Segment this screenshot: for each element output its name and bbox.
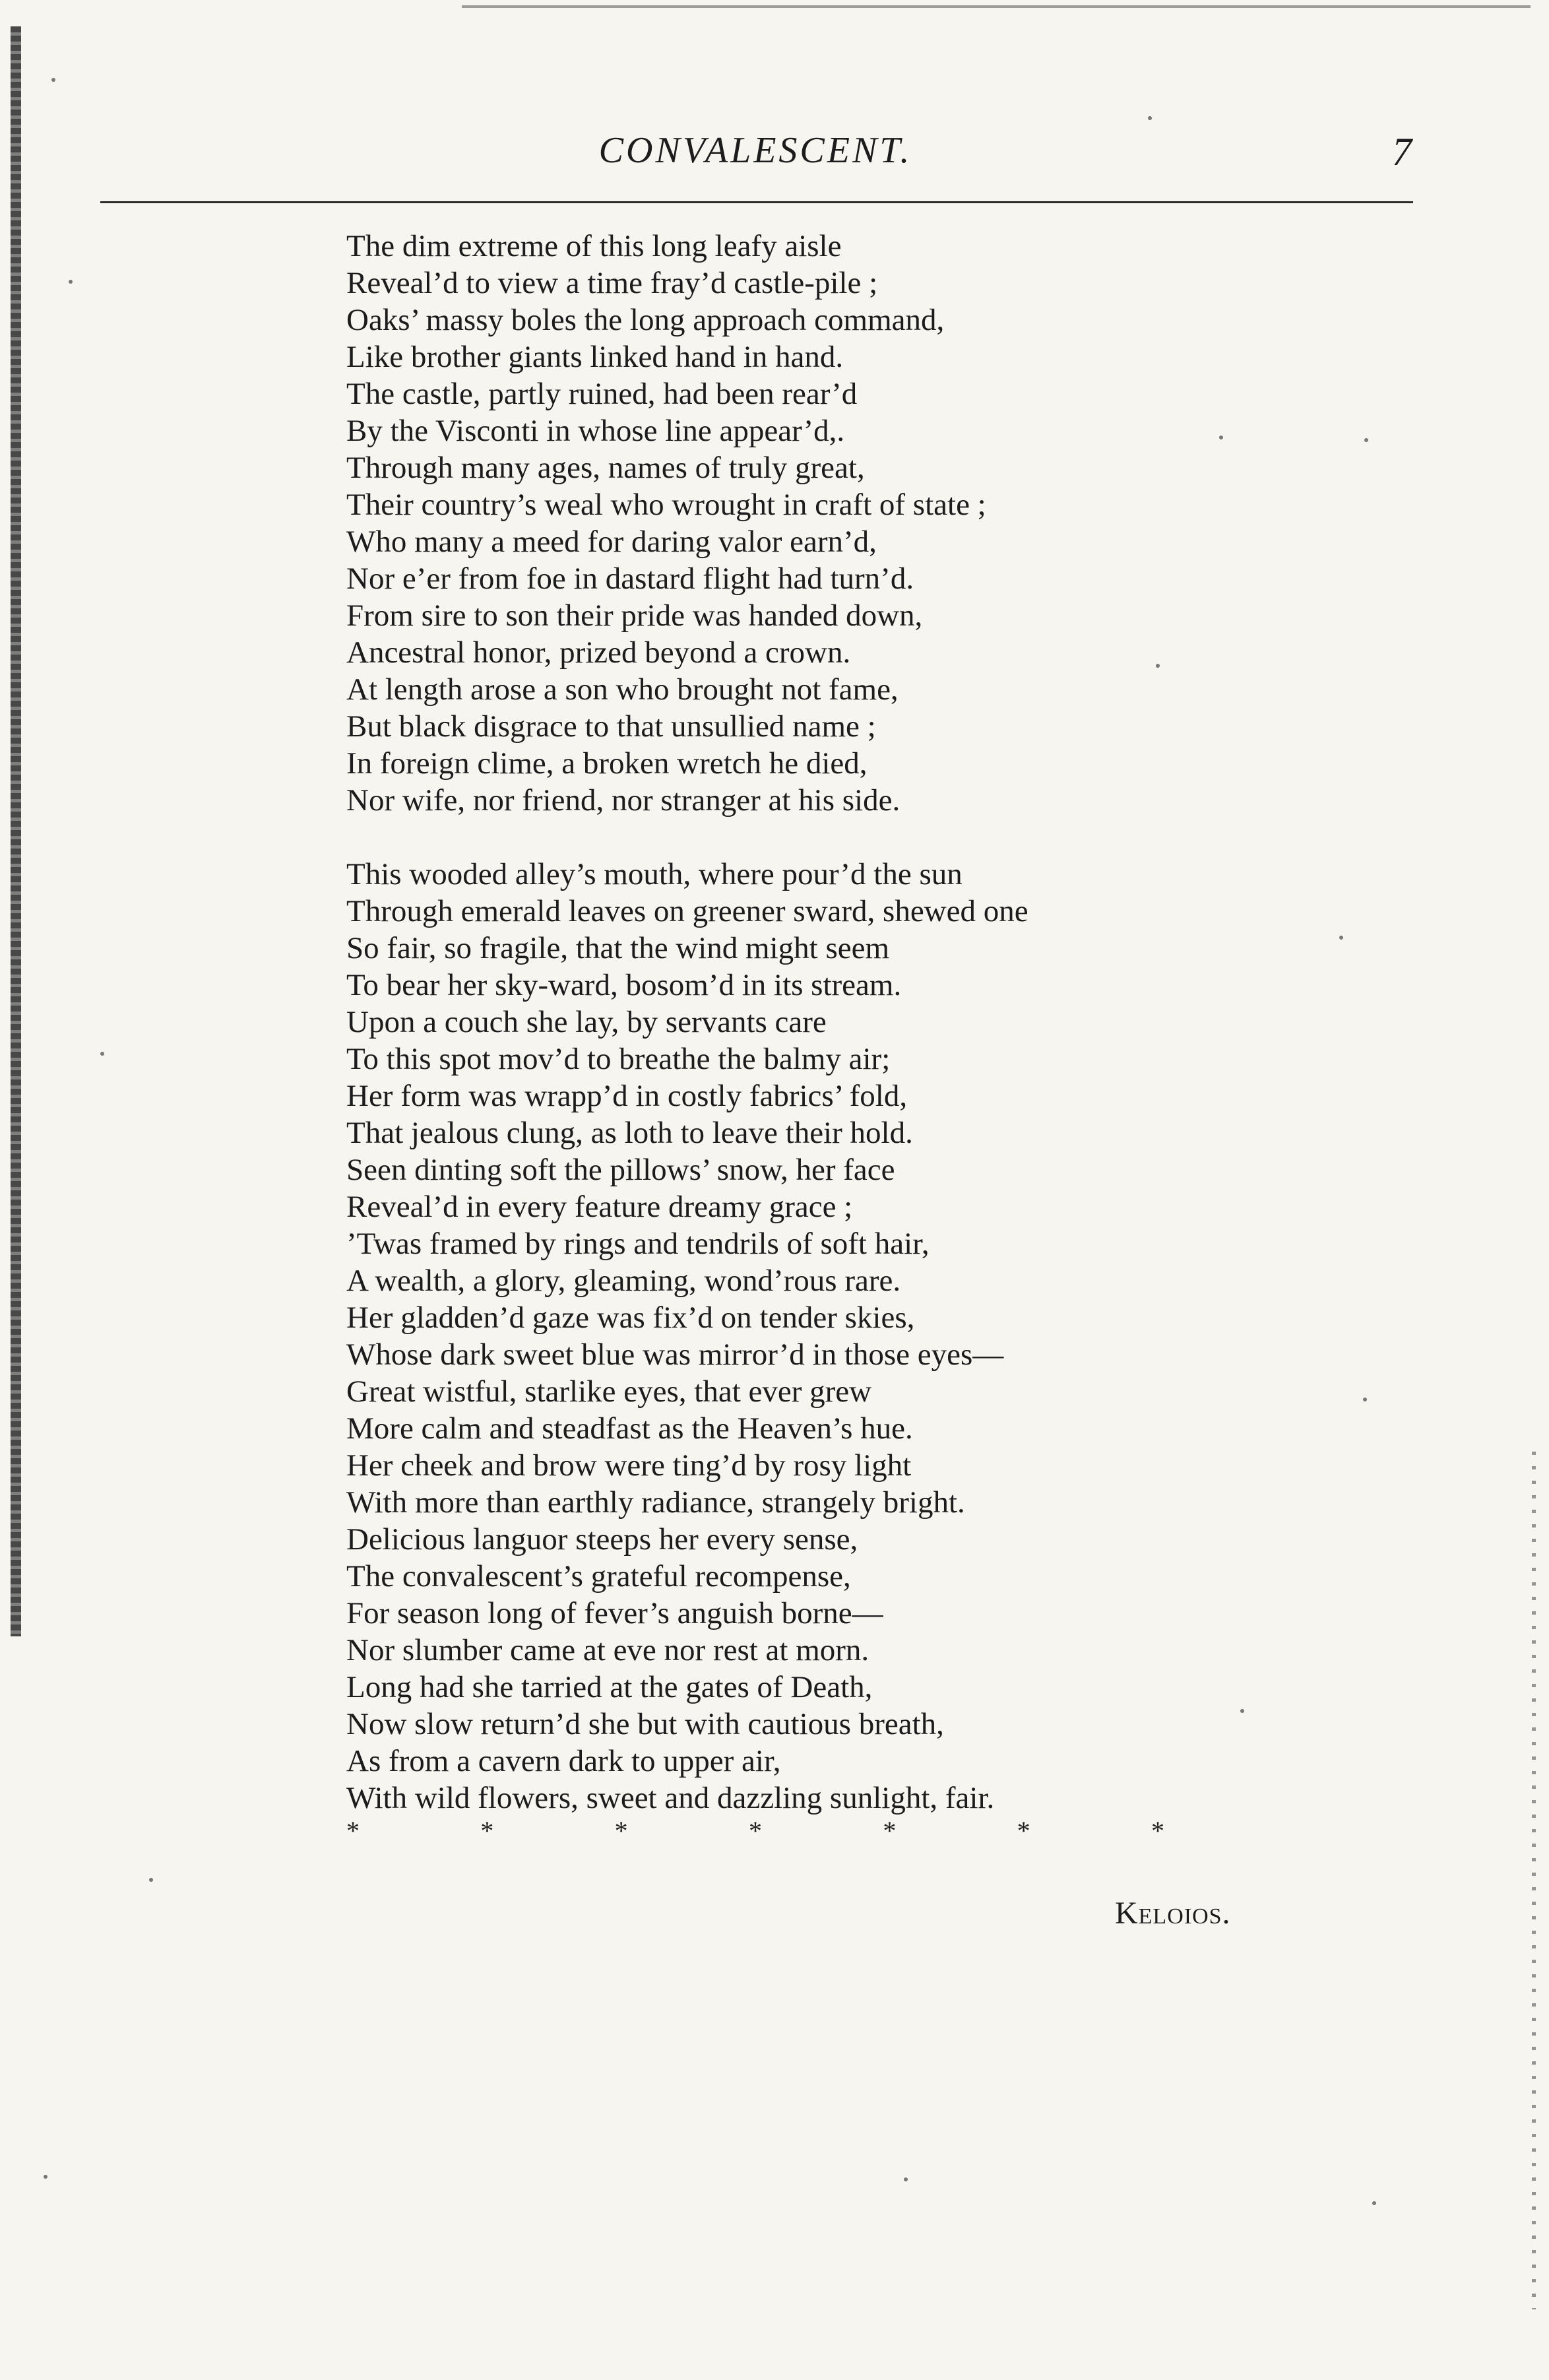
poem-line: Nor e’er from foe in dastard flight had turn’d.	[346, 562, 914, 596]
author-signature: Keloios.	[1115, 1896, 1231, 1931]
scan-speck	[1364, 438, 1368, 442]
poem-line: As from a cavern dark to upper air,	[346, 1744, 781, 1778]
poem-line: Nor wife, nor friend, nor stranger at his side.	[346, 783, 901, 818]
scan-speck	[69, 280, 73, 284]
poem-line: That jealous clung, as loth to leave their hold.	[346, 1116, 913, 1150]
scan-speck	[1372, 2201, 1376, 2205]
asterisk: *	[748, 1816, 762, 1846]
poem-line: The dim extreme of this long leafy aisle	[346, 229, 842, 263]
scan-speck	[149, 1878, 153, 1882]
poem-line: For season long of fever’s anguish borne—	[346, 1596, 883, 1630]
poem-line: To bear her sky-ward, bosom’d in its stream.	[346, 968, 902, 1002]
asterisk: *	[883, 1816, 897, 1846]
asterisk: *	[1151, 1816, 1164, 1846]
asterisk: *	[346, 1816, 360, 1846]
poem-line: With wild flowers, sweet and dazzling sunlight, fair.	[346, 1781, 995, 1815]
poem-line: Through emerald leaves on greener sward, shewed one	[346, 894, 1028, 928]
top-edge-rule	[462, 5, 1531, 8]
stanza-2	[346, 856, 1336, 1817]
page-title: CONVALESCENT.	[598, 130, 912, 171]
poem-line: Now slow return’d she but with cautious breath,	[346, 1707, 944, 1741]
poem-line: The castle, partly ruined, had been rear’d	[346, 377, 858, 411]
poem-line: Great wistful, starlike eyes, that ever grew	[346, 1374, 872, 1409]
poem-line: At length arose a son who brought not fame,	[346, 672, 899, 707]
scan-speck	[1156, 664, 1160, 668]
poem	[346, 228, 1336, 1844]
scan-speck	[904, 2177, 908, 2181]
scan-speck	[1148, 116, 1152, 120]
poem-line: To this spot mov’d to breathe the balmy air;	[346, 1042, 891, 1076]
poem-line: More calm and steadfast as the Heaven’s hue.	[346, 1411, 913, 1446]
poem-line: Delicious languor steeps her every sense,	[346, 1522, 858, 1557]
scan-speck	[51, 78, 55, 82]
running-head	[99, 129, 1412, 189]
poem-line: ’Twas framed by rings and tendrils of soft hair,	[346, 1227, 930, 1261]
scan-speck	[1219, 435, 1223, 439]
poem-line: This wooded alley’s mouth, where pour’d the sun	[346, 857, 963, 891]
scan-speck	[1240, 1709, 1244, 1713]
poem-line: In foreign clime, a broken wretch he died,	[346, 746, 868, 781]
page-number: 7	[1392, 130, 1412, 174]
poem-line: Their country’s weal who wrought in craft of state ;	[346, 488, 986, 522]
poem-line: Reveal’d to view a time fray’d castle-pile ;	[346, 266, 878, 300]
poem-line: Through many ages, names of truly great,	[346, 451, 865, 485]
poem-line: But black disgrace to that unsullied name ;	[346, 709, 876, 744]
poem-line: A wealth, a glory, gleaming, wond’rous rare.	[346, 1264, 901, 1298]
section-separator	[346, 1818, 1164, 1844]
poem-line: By the Visconti in whose line appear’d,.	[346, 414, 845, 448]
stanza-1	[346, 228, 1336, 819]
poem-line: With more than earthly radiance, strangely bright.	[346, 1485, 965, 1520]
poem-line: Upon a couch she lay, by servants care	[346, 1005, 827, 1039]
poem-line: Oaks’ massy boles the long approach command,	[346, 303, 945, 337]
page-edge-right	[1532, 1452, 1536, 2309]
poem-line: Ancestral honor, prized beyond a crown.	[346, 635, 851, 670]
poem-line: From sire to son their pride was handed down,	[346, 598, 923, 633]
poem-line: Seen dinting soft the pillows’ snow, her face	[346, 1153, 895, 1187]
asterisk: *	[480, 1816, 494, 1846]
scan-speck	[1363, 1398, 1367, 1401]
poem-line: Whose dark sweet blue was mirror’d in those eyes—	[346, 1337, 1004, 1372]
scan-speck	[100, 1052, 104, 1056]
poem-line: Her cheek and brow were ting’d by rosy light	[346, 1448, 912, 1483]
poem-line: Reveal’d in every feature dreamy grace ;	[346, 1190, 853, 1224]
asterisk: *	[614, 1816, 628, 1846]
poem-line: Her form was wrapp’d in costly fabrics’ fold,	[346, 1079, 908, 1113]
page-binding-edge	[11, 26, 21, 1636]
poem-line: So fair, so fragile, that the wind might seem	[346, 931, 890, 965]
asterisk: *	[1017, 1816, 1030, 1846]
poem-line: Her gladden’d gaze was fix’d on tender skies,	[346, 1301, 915, 1335]
header-rule	[100, 201, 1413, 203]
poem-line: Who many a meed for daring valor earn’d,	[346, 525, 877, 559]
poem-line: Long had she tarried at the gates of Death,	[346, 1670, 873, 1704]
poem-line: The convalescent’s grateful recompense,	[346, 1559, 851, 1593]
scan-speck	[1339, 936, 1343, 940]
poem-line: Nor slumber came at eve nor rest at morn.	[346, 1633, 869, 1667]
scan-speck	[44, 2175, 47, 2179]
poem-line: Like brother giants linked hand in hand.	[346, 340, 844, 374]
